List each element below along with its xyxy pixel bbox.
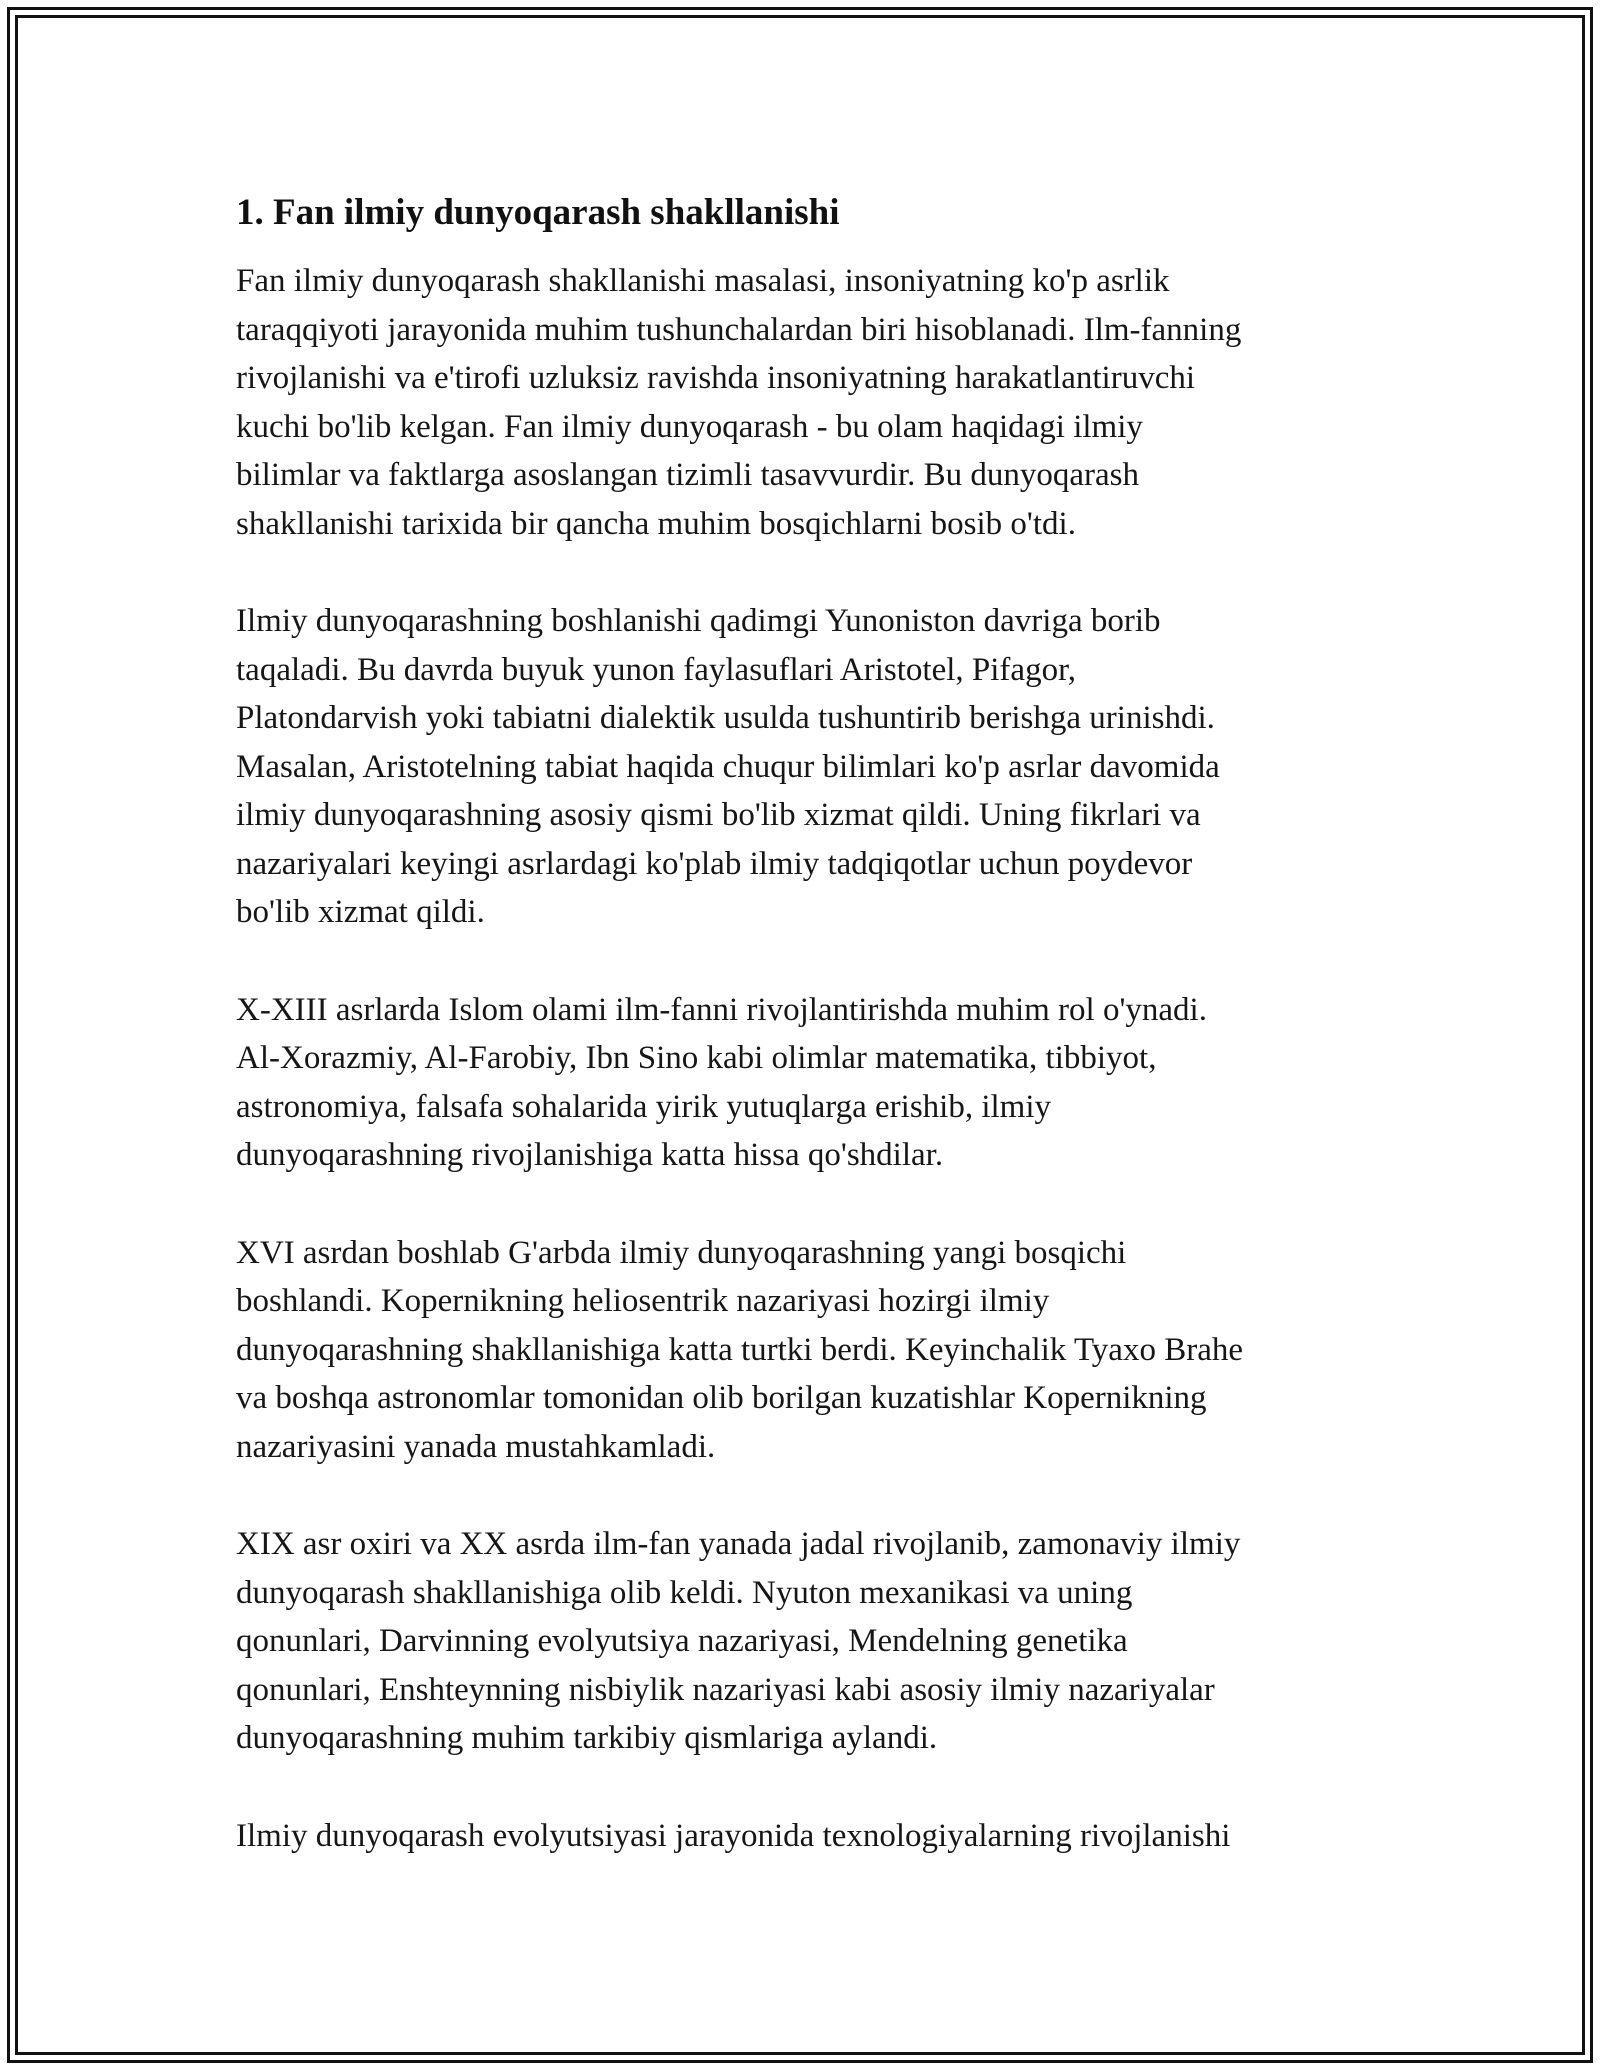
section-heading: 1. Fan ilmiy dunyoqarash shakllanishi — [236, 192, 840, 233]
paragraph-4: XVI asrdan boshlab G'arbda ilmiy dunyoqarashning yangi bosqichi boshlandi. Kopernikning heliosentrik nazariyasi hozirgi ilmiy dunyoqarashning shakllanishiga katta turtki berdi. Keyinchalik Tyaxo Brahe va boshqa astronomlar tomonidan olib borilgan kuzatishlar Kopernikning nazariyasini yanada mustahkamladi. — [236, 1234, 1243, 1465]
paragraph-3: X-XIII asrlarda Islom olami ilm-fanni rivojlantirishda muhim rol o'ynadi. Al-Xorazmiy, Al-Farobiy, Ibn Sino kabi olimlar matematika, tibbiyot, astronomiya, falsafa sohalarida yirik yutuqlarga erishib, ilmiy dunyoqarashning rivojlanishiga katta hissa qo'shdilar. — [236, 991, 1207, 1173]
paragraph-2: Ilmiy dunyoqarashning boshlanishi qadimgi Yunoniston davriga borib taqaladi. Bu davrda buyuk yunon faylasuflari Aristotel, Pifagor, Platondarvish yoki tabiatni dialektik usulda tushuntirib berishga urinishdi. Masalan, Aristotelning tabiat haqida chuqur bilimlari ko'p asrlar davomida ilmiy dunyoqarashning asosiy qismi bo'lib xizmat qildi. Uning fikrlari va nazariyalari keyingi asrlardagi ko'plab ilmiy tadqiqotlar uchun poydevor bo'lib xizmat qildi. — [236, 603, 1220, 930]
paragraph-1: Fan ilmiy dunyoqarash shakllanishi masalasi, insoniyatning ko'p asrlik taraqqiyoti jarayonida muhim tushunchalardan biri hisoblanadi. Ilm-fanning rivojlanishi va e'tirofi uzluksiz ravishda insoniyatning harakatlantiruvchi kuchi bo'lib kelgan. Fan ilmiy dunyoqarash - bu olam haqidagi ilmiy bilimlar va faktlarga asoslangan tizimli tasavvurdir. Bu dunyoqarash shakllanishi tarixida bir qancha muhim bosqichlarni bosib o'tdi. — [236, 263, 1242, 542]
document-page — [236, 180, 1366, 1909]
paragraph-6: Ilmiy dunyoqarash evolyutsiyasi jarayonida texnologiyalarning rivojlanishi — [236, 1817, 1231, 1854]
paragraph-5: XIX asr oxiri va XX asrda ilm-fan yanada jadal rivojlanib, zamonaviy ilmiy dunyoqarash shakllanishiga olib keldi. Nyuton mexanikasi va uning qonunlari, Darvinning evolyutsiya nazariyasi, Mendelning genetika qonunlari, Enshteynning nisbiylik nazariyasi kabi asosiy ilmiy nazariyalar dunyoqarashning muhim tarkibiy qismlariga aylandi. — [236, 1526, 1241, 1756]
